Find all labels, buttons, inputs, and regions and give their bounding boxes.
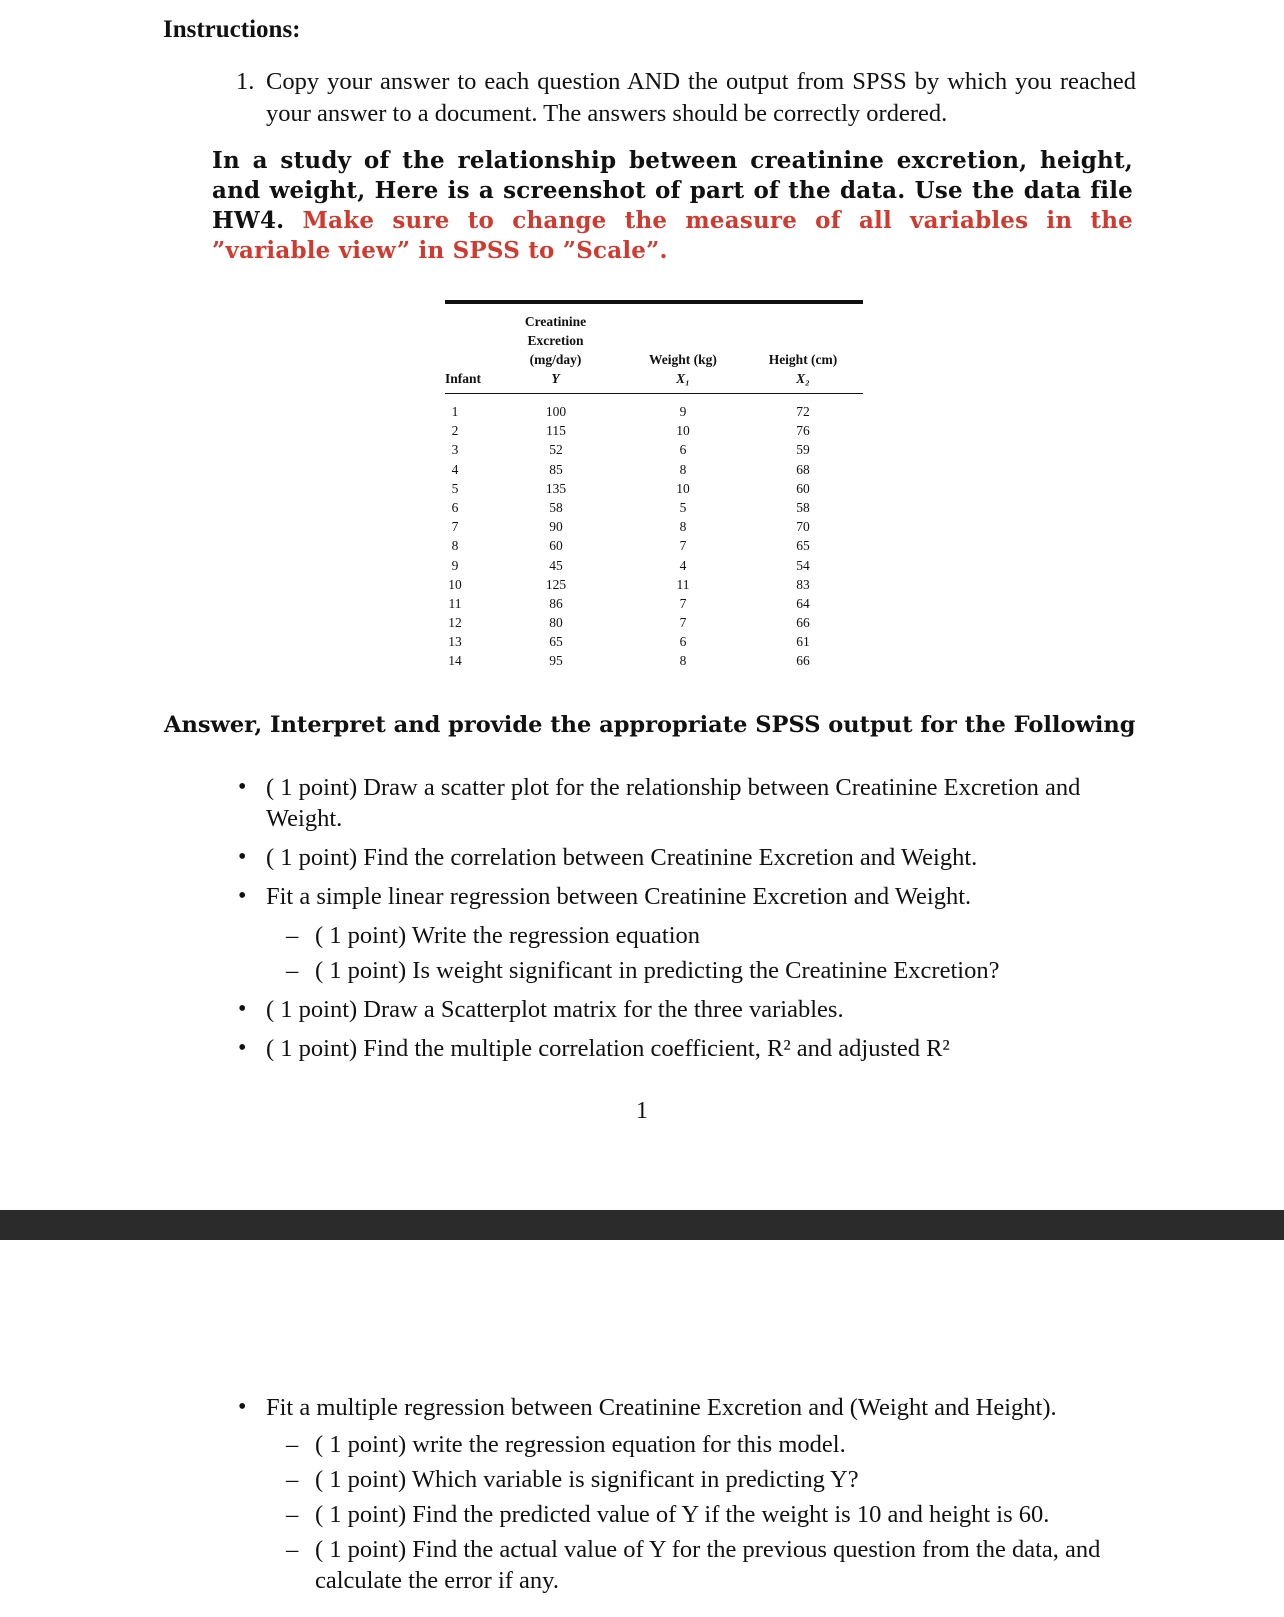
- subitem-actual-value: ( 1 point) Find the actual value of Y for the previous question from the data, and calculate the error if any.: [315, 1536, 1101, 1594]
- item-multiple-correlation: ( 1 point) Find the multiple correlation coefficient, R² and adjusted R²: [266, 1035, 950, 1062]
- page-2: [0, 1240, 1284, 1617]
- table-cell-infant: 10: [448, 576, 462, 592]
- dash: –: [286, 922, 299, 949]
- table-cell-height: 66: [796, 615, 810, 631]
- instruction-text: Copy your answer to each question AND the output from SPSS by which you reached your answer to a document. The answers should be correctly ordered.: [266, 68, 1136, 127]
- table-cell-infant: 1: [451, 404, 459, 419]
- table-cell-infant: 5: [451, 480, 459, 496]
- instruction-number: 1.: [236, 68, 255, 95]
- table-cell-weight: 7: [679, 538, 687, 554]
- list-item: [236, 1392, 1136, 1423]
- subitem-significance: ( 1 point) Is weight significant in predicting the Creatinine Excretion?: [315, 957, 1000, 984]
- header-creatinine-symbol: Y: [551, 371, 560, 386]
- subitem-significant-variable: ( 1 point) Which variable is significant in predicting Y?: [315, 1466, 859, 1493]
- header-weight-line1: Weight (kg): [649, 352, 717, 367]
- instructions-heading: Instructions:: [163, 16, 301, 43]
- subitem-predicted-value: ( 1 point) Find the predicted value of Y if the weight is 10 and height is 60.: [315, 1501, 1050, 1528]
- bullet: •: [238, 774, 247, 800]
- table-cell-height: 70: [796, 519, 810, 535]
- header-height-line1: Height (cm): [768, 352, 838, 367]
- table-cell-height: 65: [796, 538, 810, 554]
- table-cell-weight: 7: [679, 595, 687, 611]
- table-cell-infant: 8: [451, 538, 459, 554]
- table-cell-weight: 6: [679, 442, 687, 458]
- list-subitem: [236, 920, 1136, 951]
- item-multiple-regression: Fit a multiple regression between Creatinine Excretion and (Weight and Height).: [266, 1394, 1057, 1421]
- table-cell-height: 72: [796, 404, 810, 419]
- table-cell-creatinine: 115: [546, 423, 566, 439]
- list-item: [236, 772, 1136, 834]
- table-cell-creatinine: 85: [549, 461, 563, 477]
- column-height: [778, 402, 828, 671]
- item-correlation: ( 1 point) Find the correlation between Creatinine Excretion and Weight.: [266, 844, 978, 871]
- table-cell-infant: 12: [448, 615, 462, 631]
- header-weight: [628, 350, 738, 388]
- data-table: [443, 300, 863, 675]
- dash: –: [286, 1501, 299, 1528]
- table-cell-creatinine: 90: [549, 519, 563, 535]
- question-list: [236, 772, 1136, 1064]
- table-cell-creatinine: 52: [549, 442, 563, 458]
- item-scatter-matrix: ( 1 point) Draw a Scatterplot matrix for the three variables.: [266, 996, 844, 1023]
- table-cell-weight: 10: [676, 480, 690, 496]
- column-creatinine: [531, 402, 581, 671]
- header-height-symbol: X₂: [796, 371, 810, 386]
- table-cell-weight: 11: [676, 576, 690, 592]
- table-cell-creatinine: 86: [549, 595, 563, 611]
- header-creatinine-line3: (mg/day): [529, 352, 582, 367]
- intro-red-note: Make sure to change the measure of all variables in the ”variable view” in SPSS to ”Scale”.: [212, 207, 1133, 264]
- table-cell-weight: 10: [676, 423, 690, 439]
- table-cell-creatinine: 80: [549, 615, 563, 631]
- table-cell-infant: 9: [451, 557, 459, 573]
- table-cell-height: 83: [796, 576, 810, 592]
- table-cell-weight: 6: [679, 634, 687, 650]
- table-top-rule: [445, 300, 863, 304]
- table-cell-creatinine: 58: [549, 499, 563, 515]
- dash: –: [286, 957, 299, 984]
- header-creatinine-line2: Excretion: [527, 333, 584, 348]
- list-subitem: [236, 1464, 1136, 1495]
- intro-text: In a study of the relationship between creatinine excretion, height, and weight, Here is a screenshot of part of the data. Use the data file HW4.: [212, 147, 1133, 234]
- table-cell-infant: 13: [448, 634, 462, 650]
- table-cell-height: 60: [796, 480, 810, 496]
- list-subitem: [236, 1534, 1136, 1596]
- table-cell-creatinine: 60: [549, 538, 563, 554]
- list-item: [236, 994, 1136, 1025]
- table-cell-height: 54: [796, 557, 810, 573]
- table-cell-height: 61: [796, 634, 810, 650]
- header-creatinine-line1: Creatinine: [524, 314, 587, 329]
- header-weight-symbol: X₁: [676, 371, 690, 386]
- dash: –: [286, 1431, 299, 1458]
- bullet: •: [238, 1394, 247, 1420]
- subitem-equation: ( 1 point) Write the regression equation: [315, 922, 701, 949]
- bullet: •: [238, 1035, 247, 1061]
- bullet: •: [238, 996, 247, 1022]
- header-creatinine: [503, 312, 608, 388]
- table-cell-weight: 4: [679, 557, 687, 573]
- table-cell-creatinine: 95: [549, 653, 563, 669]
- list-item: [236, 1033, 1136, 1064]
- column-infant: [443, 402, 467, 671]
- table-cell-infant: 7: [451, 519, 459, 535]
- answer-heading: Answer, Interpret and provide the appropriate SPSS output for the Following: [164, 712, 1136, 738]
- column-weight: [658, 402, 708, 671]
- table-cell-weight: 5: [679, 499, 687, 515]
- table-cell-height: 58: [796, 499, 810, 515]
- table-cell-creatinine: 65: [549, 634, 563, 650]
- list-item: [236, 881, 1136, 912]
- table-cell-height: 68: [796, 461, 810, 477]
- table-cell-infant: 2: [451, 423, 459, 439]
- table-cell-weight: 8: [679, 519, 687, 535]
- dash: –: [286, 1536, 299, 1563]
- header-height: [748, 350, 858, 388]
- table-cell-height: 59: [796, 442, 810, 458]
- table-cell-infant: 4: [451, 461, 459, 477]
- list-subitem: [236, 1499, 1136, 1530]
- item-scatter: ( 1 point) Draw a scatter plot for the relationship between Creatinine Excretion and Weight.: [266, 774, 1081, 832]
- page-number: 1: [636, 1098, 648, 1124]
- table-cell-creatinine: 100: [545, 404, 567, 419]
- table-cell-infant: 14: [448, 653, 462, 669]
- list-subitem: [236, 955, 1136, 986]
- list-item: [236, 842, 1136, 873]
- table-header-rule: [445, 393, 863, 394]
- table-cell-height: 66: [796, 653, 810, 669]
- table-cell-creatinine: 135: [545, 480, 567, 496]
- header-infant: Infant: [445, 371, 482, 386]
- item-simple-regression: Fit a simple linear regression between Creatinine Excretion and Weight.: [266, 883, 972, 910]
- bullet: •: [238, 844, 247, 870]
- table-cell-weight: 7: [679, 615, 687, 631]
- table-cell-infant: 11: [448, 595, 462, 611]
- question-list-2: [236, 1392, 1136, 1596]
- bullet: •: [238, 883, 247, 909]
- table-cell-height: 64: [796, 595, 810, 611]
- instruction-item: [236, 66, 1136, 130]
- study-intro: [212, 146, 1133, 266]
- table-cell-weight: 8: [679, 461, 687, 477]
- table-cell-infant: 3: [451, 442, 459, 458]
- table-cell-creatinine: 45: [549, 557, 563, 573]
- table-cell-height: 76: [796, 423, 810, 439]
- list-subitem: [236, 1429, 1136, 1460]
- dash: –: [286, 1466, 299, 1493]
- table-cell-weight: 9: [679, 404, 687, 419]
- subitem-equation-model: ( 1 point) write the regression equation for this model.: [315, 1431, 846, 1458]
- table-cell-weight: 8: [679, 653, 687, 669]
- table-cell-creatinine: 125: [545, 576, 567, 592]
- table-cell-infant: 6: [451, 499, 459, 515]
- page-divider: [0, 1210, 1284, 1240]
